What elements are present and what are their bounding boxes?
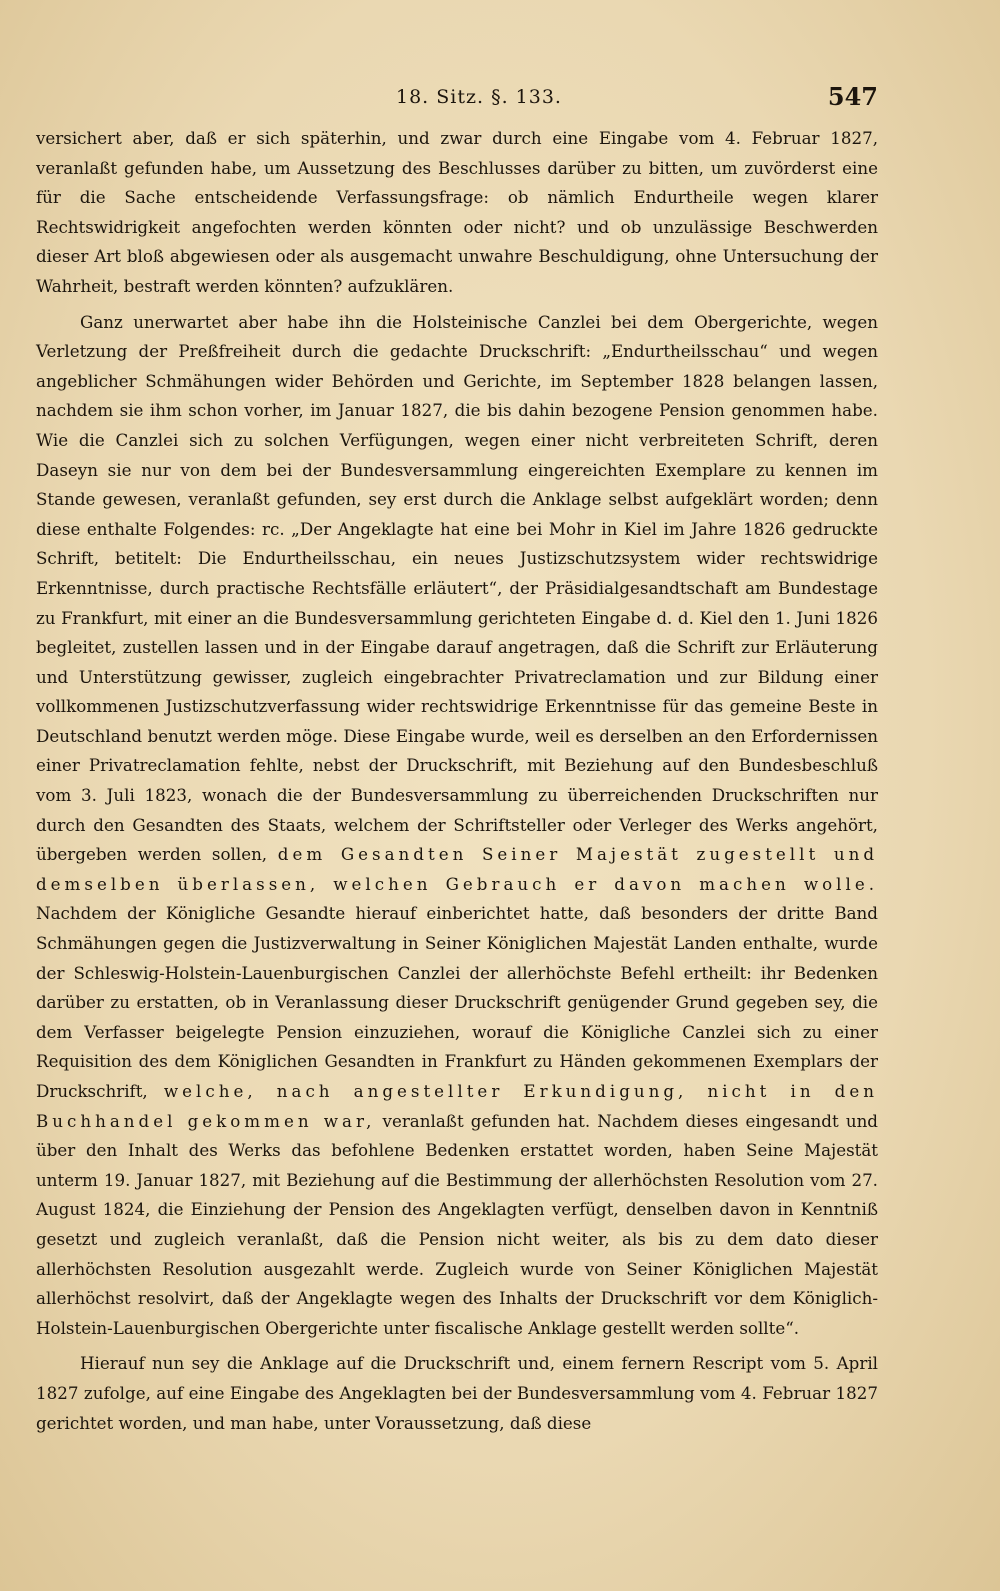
page-header xyxy=(36,78,878,118)
paragraph-3: Hierauf nun sey die Anklage auf die Druckschrift und, einem fernern Rescript vom 5. April 1827 zufolge, auf eine Eingabe des Angeklagten bei der Bundesversammlung vom 4. Februar 1827 gerichtet worden, und man habe, unter Voraussetzung, daß diese xyxy=(36,1353,878,1433)
paragraph-1: versichert aber, daß er sich späterhin, und zwar durch eine Eingabe vom 4. Februar 1827, veranlaßt gefunden habe, um Aussetzung des Beschlusses darüber zu bitten, um zuvörderst eine für die Sache entscheidende Verfassungsfrage: ob nämlich Endurtheile wegen klarer Rechtswidrigkeit angefochten werden könnten oder nicht? und ob unzulässige Beschwerden dieser Art bloß abgewiesen oder als ausgemacht unwahre Beschuldigung, ohne Untersuchung der Wahrheit, bestraft werden könnten? aufzuklären. xyxy=(36,128,878,296)
paragraph-2-part-c: Nachdem der Königliche Gesandte hierauf einberichtet hatte, daß besonders der dritte Band Schmähungen gegen die Justizverwaltung in Seiner Königlichen Majestät Landen enthalte, wurde der Schleswig-Holstein-Lauenburgischen Canzlei der allerhöchste Befehl ertheilt: ihr Bedenken darüber zu erstatten, ob in Veranlassung dieser Druckschrift genügender Grund gegeben sey, die dem Verfasser beigelegte Pension einzuziehen, worauf die Königliche Canzlei sich zu einer Requisition des dem Königlichen Gesandten in Frankfurt zu Händen gekommenen Exemplars der Druckschrift, xyxy=(36,903,878,1101)
paragraph-2-spaced-phrase-1: dem Gesandten Seiner Majestät zugestellt und demselben überlassen, welchen Gebrauch er davon machen wolle. xyxy=(36,844,879,894)
running-head: 18. Sitz. §. 133. xyxy=(396,86,562,108)
paragraph-2-spaced-phrase-2: welche, nach angestellter Erkundigung, nicht in den Buchhandel gekommen war, xyxy=(36,1081,878,1131)
paragraph-2-part-a: Ganz unerwartet aber habe ihn die Holsteinische Canzlei bei dem Obergerichte, wegen Verletzung der Preßfreiheit durch die gedachte Druckschrift: „Endurtheilsschau“ und wegen angeblicher Schmähungen wider Behörden und Gerichte, im September 1828 belangen lassen, nachdem sie ihm schon vorher, im Januar 1827, die bis dahin bezogene Pension genommen habe. Wie die Canzlei sich zu solchen Verfügungen, wegen einer nicht verbreiteten Schrift, deren Daseyn sie nur von dem bei der Bundesversammlung eingereichten Exemplare zu kennen im Stande gewesen, veranlaßt gefunden, sey erst durch die Anklage selbst aufgeklärt worden; denn diese enthalte Folgendes: rc. „Der Angeklagte hat eine bei Mohr in Kiel im Jahre 1826 gedruckte Schrift, betitelt: Die Endurtheilsschau, ein neues Justizschutzsystem wider rechtswidrige Erkenntnisse, durch practische Rechtsfälle erläutert“, der Präsidialgesandtschaft am Bundestage zu Frankfurt, mit einer an die Bundesversammlung gerichteten Eingabe d. d. Kiel den 1. Juni 1826 begleitet, zustellen lassen und in der Eingabe darauf angetragen, daß die Schrift zur Erläuterung und Unterstützung gewisser, zugleich eingebrachter Privatreclamation und zur Bildung einer vollkommenen Justizschutzverfassung wider rechtswidrige Erkenntnisse für das gemeine Beste in Deutschland benutzt werden möge. Diese Eingabe wurde, weil es derselben an den Erfordernissen einer Privatreclamation fehlte, nebst der Druckschrift, mit Beziehung auf den Bundesbeschluß vom 3. Juli 1823, wonach die der Bundesversammlung zu überreichenden Druckschriften nur durch den Gesandten des Staats, welchem der Schriftsteller oder Verleger des Werks angehört, übergeben werden sollen, xyxy=(36,311,878,865)
page-number: 547 xyxy=(827,82,878,111)
paragraph-2 xyxy=(36,308,878,1344)
paragraph-2-part-e: veranlaßt gefunden hat. Nachdem dieses eingesandt und über den Inhalt des Werks das befohlene Bedenken erstattet worden, haben Seine Majestät unterm 19. Januar 1827, mit Beziehung auf die Bestimmung der allerhöchsten Resolution vom 27. August 1824, die Einziehung der Pension des Angeklagten verfügt, denselben davon in Kenntniß gesetzt und zugleich veranlaßt, daß die Pension nicht weiter, als bis zu dem dato dieser allerhöchsten Resolution ausgezahlt werde. Zugleich wurde von Seiner Königlichen Majestät allerhöchst resolvirt, daß der Angeklagte wegen des Inhalts der Druckschrift vor dem Königlich-Holstein-Lauenburgischen Obergerichte unter fiscalische Anklage gestellt werden sollte“. xyxy=(36,1110,878,1338)
body-text xyxy=(36,124,878,1438)
